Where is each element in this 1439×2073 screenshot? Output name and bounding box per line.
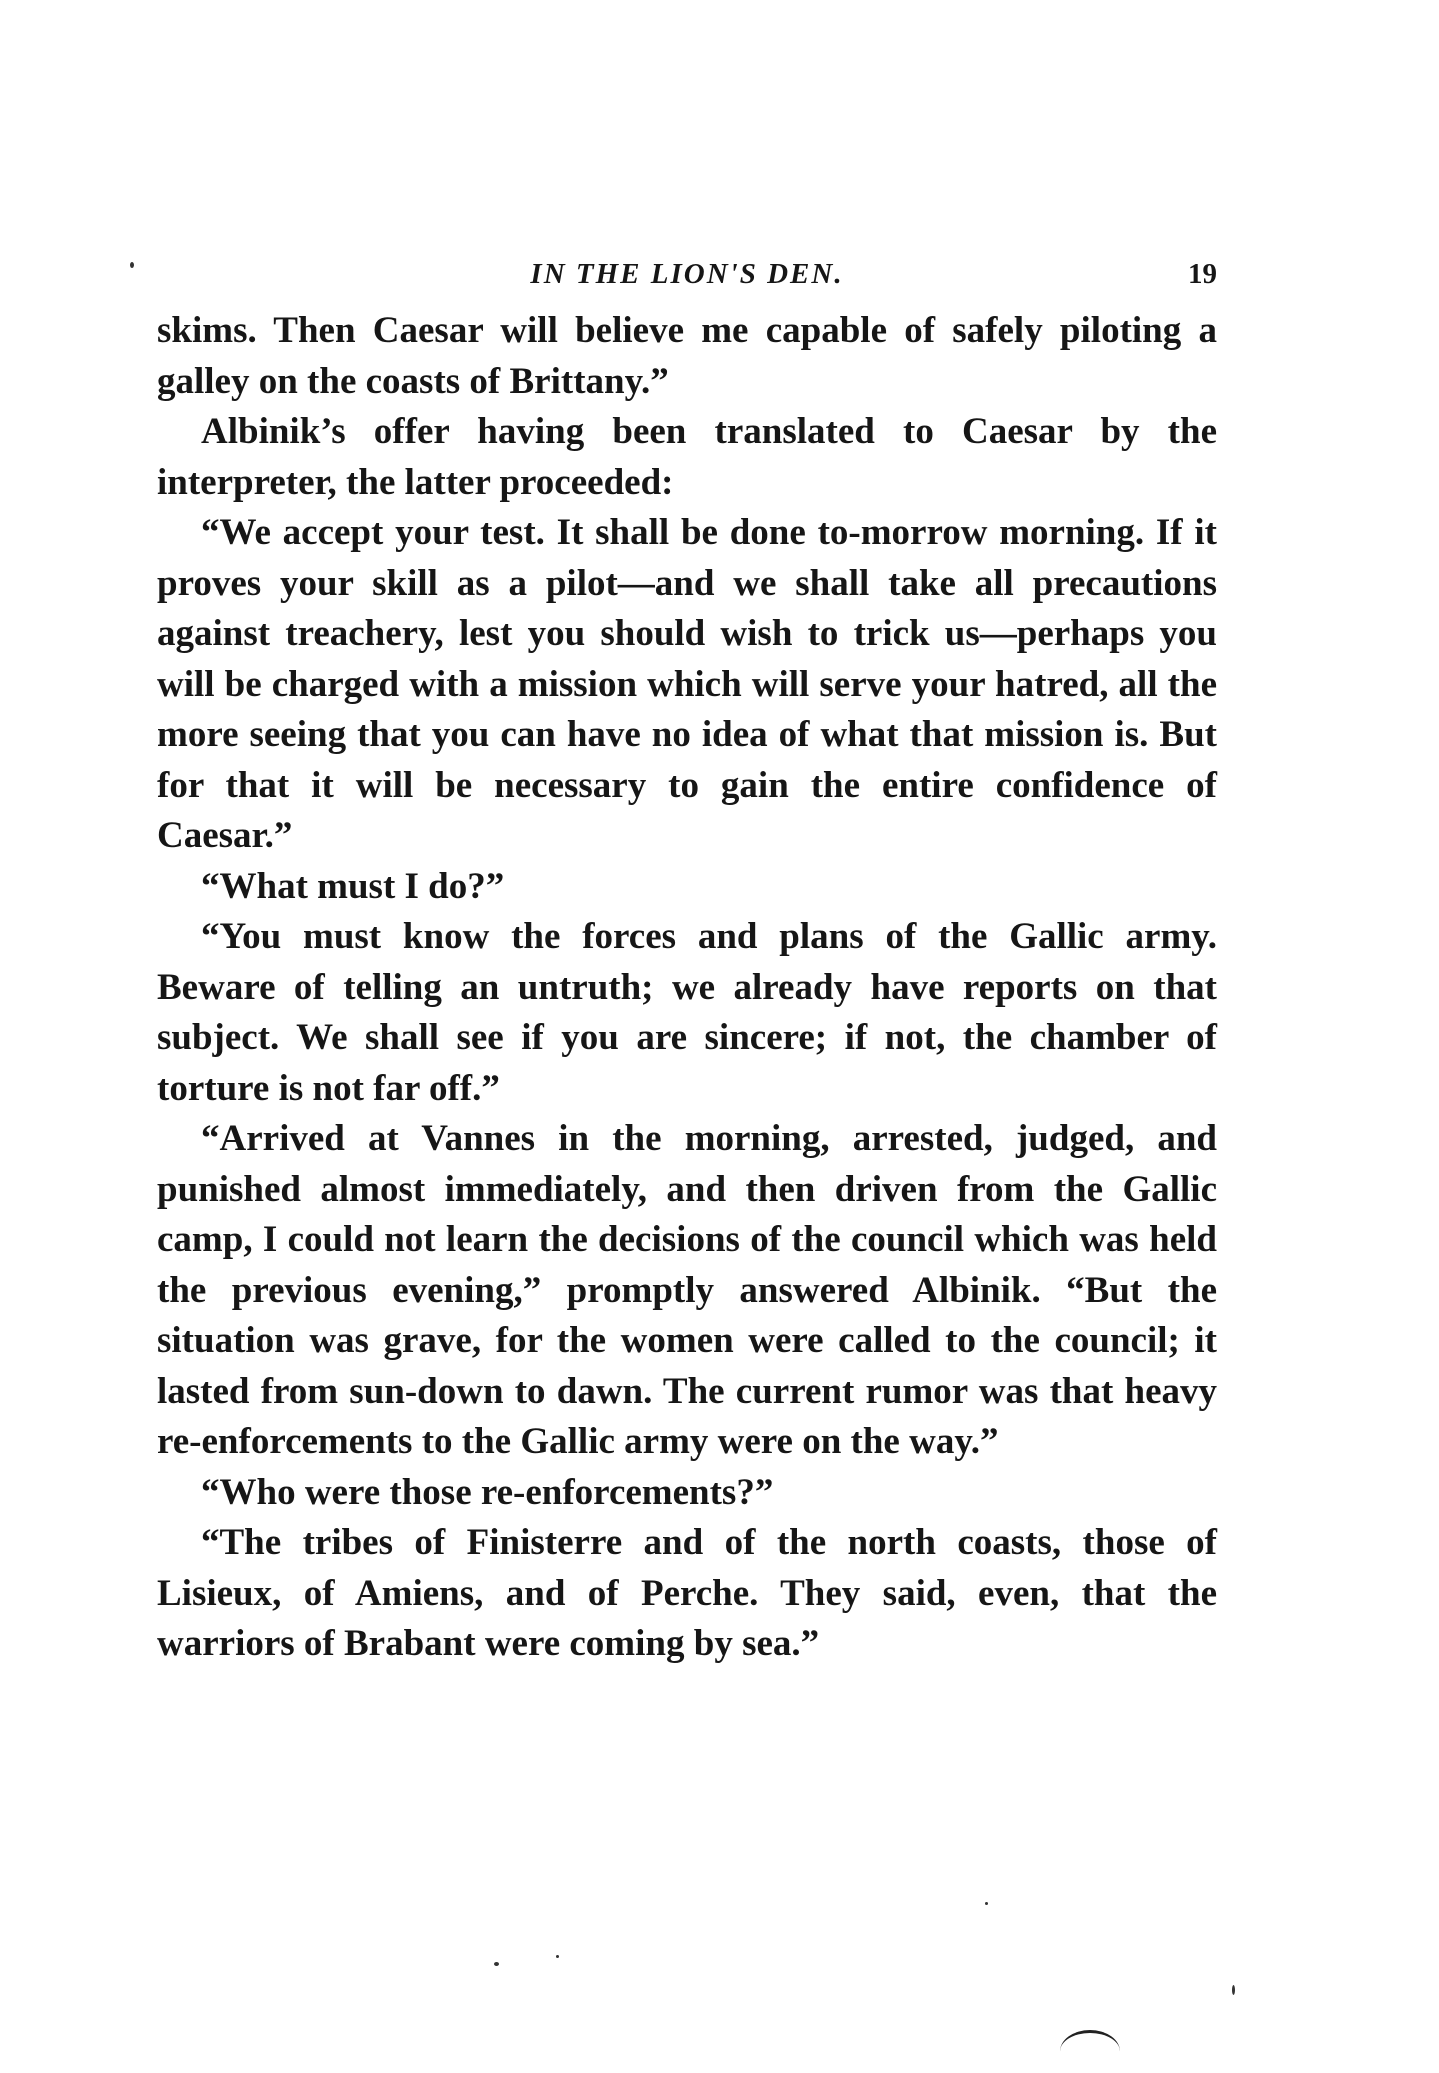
- body-text: [157, 306, 1217, 1670]
- paragraph: skims. Then Caesar will believe me capable of safely piloting a galley on the coasts of Brittany.”: [157, 310, 1217, 402]
- paragraph: “The tribes of Finisterre and of the north coasts, those of Lisieux, of Amiens, and of Perche. They said, even, that the warriors of Brabant were coming by sea.”: [157, 1522, 1217, 1664]
- print-speck: [556, 1955, 559, 1958]
- paragraph: “Arrived at Vannes in the morning, arrested, judged, and punished almost immediately, and then driven from the Gallic camp, I could not learn the decisions of the council which was held the previous evening,” promptly answered Albinik. “But the situation was grave, for the women were called to the council; it lasted from sun-down to dawn. The current rumor was that heavy re-enforcements to the Gallic army were on the way.”: [157, 1118, 1217, 1462]
- page-edge-mark: [1060, 2030, 1120, 2073]
- print-speck: [494, 1962, 499, 1966]
- print-speck: [985, 1902, 988, 1905]
- paragraph: “What must I do?”: [201, 865, 505, 907]
- paragraph: “Who were those re-enforcements?”: [201, 1471, 774, 1513]
- paragraph: Albinik’s offer having been translated to Caesar by the interpreter, the latter proceeded:: [157, 411, 1217, 503]
- running-header: [157, 258, 1217, 298]
- page-number: 19: [1188, 258, 1217, 290]
- paragraph: “We accept your test. It shall be done to-morrow morning. If it proves your skill as a pilot—and we shall take all precautions against treachery, lest you should wish to trick us—perhaps you will be charged with a mission which will serve your hatred, all the more seeing that you can have no idea of what that mission is. But for that it will be necessary to gain the entire confidence of Caesar.”: [157, 512, 1217, 856]
- running-title: IN THE LION'S DEN.: [530, 258, 844, 290]
- print-speck: [1232, 1985, 1235, 1995]
- paragraph: “You must know the forces and plans of the Gallic army. Beware of telling an untruth; we already have reports on that subject. We shall see if you are sincere; if not, the chamber of torture is not far off.”: [157, 916, 1217, 1109]
- print-speck: [130, 262, 134, 268]
